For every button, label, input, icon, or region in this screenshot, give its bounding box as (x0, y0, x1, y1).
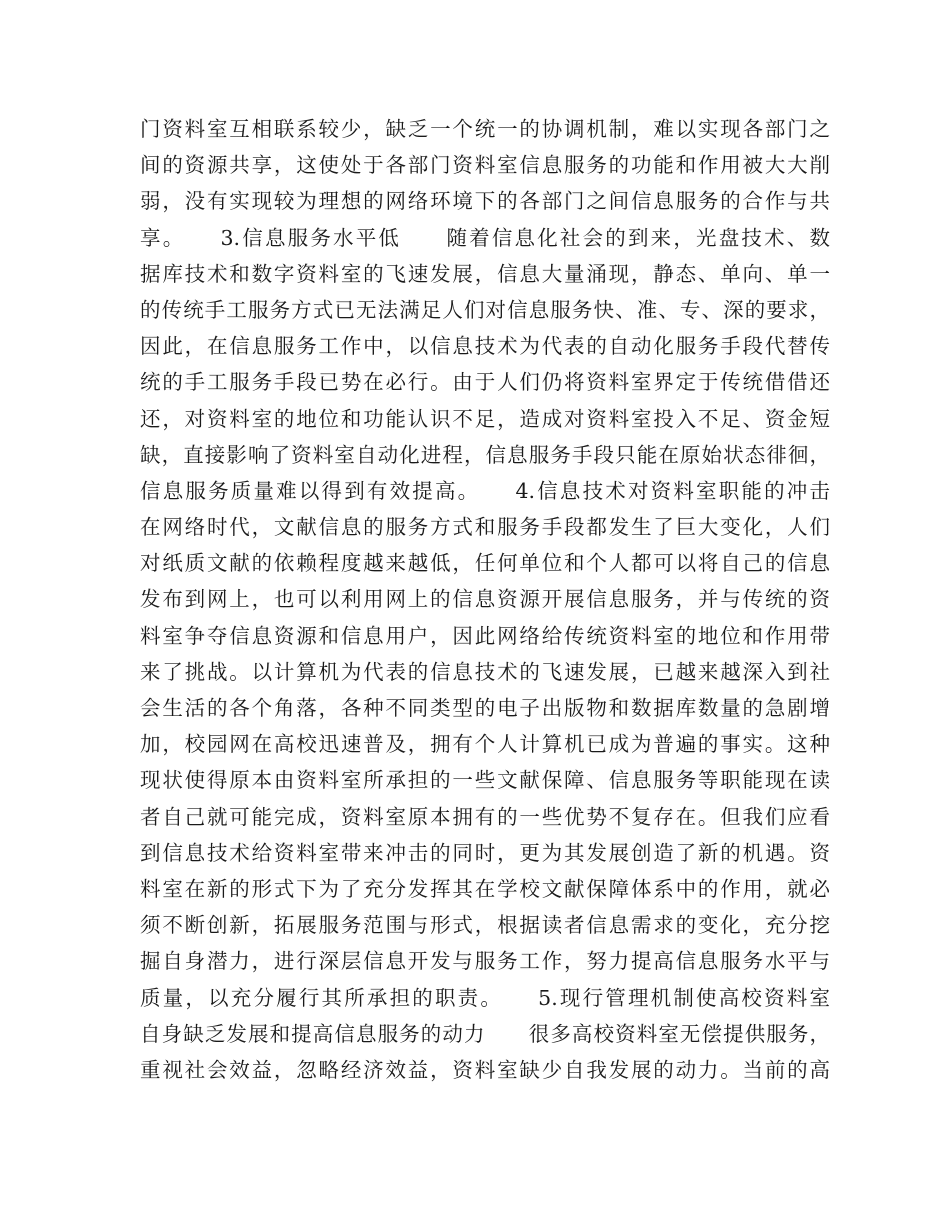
text-line: 还，对资料室的地位和功能认识不足，造成对资料室投入不足、资金短 (140, 406, 830, 431)
text-line: 在网络时代，文献信息的服务方式和服务手段都发生了巨大变化，人们 (140, 515, 830, 540)
text-line: 享。 3.信息服务水平低 随着信息化社会的到来，光盘技术、数 (140, 225, 830, 250)
text-line: 间的资源共享，这使处于各部门资料室信息服务的功能和作用被大大削 (140, 153, 830, 178)
text-line: 料室争夺信息资源和信息用户，因此网络给传统资料室的地位和作用带 (140, 623, 830, 648)
body-text (140, 111, 830, 1088)
text-line: 加，校园网在高校迅速普及，拥有个人计算机已成为普遍的事实。这种 (140, 732, 830, 757)
text-line: 料室在新的形式下为了充分发挥其在学校文献保障体系中的作用，就必 (140, 876, 830, 901)
text-line: 来了挑战。以计算机为代表的信息技术的飞速发展，已越来越深入到社 (140, 659, 830, 684)
text-line: 发布到网上，也可以利用网上的信息资源开展信息服务，并与传统的资 (140, 587, 830, 612)
text-line: 信息服务质量难以得到有效提高。 4.信息技术对资料室职能的冲击 (140, 478, 830, 503)
text-line: 掘自身潜力，进行深层信息开发与服务工作，努力提高信息服务水平与 (140, 949, 830, 974)
text-line: 须不断创新，拓展服务范围与形式，根据读者信息需求的变化，充分挖 (140, 913, 830, 938)
text-line: 质量，以充分履行其所承担的职责。 5.现行管理机制使高校资料室 (140, 985, 830, 1010)
text-line: 者自己就可能完成，资料室原本拥有的一些优势不复存在。但我们应看 (140, 804, 830, 829)
text-line: 现状使得原本由资料室所承担的一些文献保障、信息服务等职能现在读 (140, 768, 830, 793)
text-line: 缺，直接影响了资料室自动化进程，信息服务手段只能在原始状态徘徊， (140, 442, 830, 467)
text-line: 弱，没有实现较为理想的网络环境下的各部门之间信息服务的合作与共 (140, 189, 830, 214)
text-line: 自身缺乏发展和提高信息服务的动力 很多高校资料室无偿提供服务， (140, 1021, 830, 1046)
text-line: 统的手工服务手段已势在必行。由于人们仍将资料室界定于传统借借还 (140, 370, 830, 395)
text-line: 会生活的各个角落，各种不同类型的电子出版物和数据库数量的急剧增 (140, 696, 830, 720)
text-line: 到信息技术给资料室带来冲击的同时，更为其发展创造了新的机遇。资 (140, 840, 830, 865)
text-line: 的传统手工服务方式已无法满足人们对信息服务快、准、专、深的要求， (140, 297, 830, 322)
text-line: 因此，在信息服务工作中，以信息技术为代表的自动化服务手段代替传 (140, 334, 830, 359)
text-line: 门资料室互相联系较少，缺乏一个统一的协调机制，难以实现各部门之 (140, 117, 830, 141)
text-line: 重视社会效益，忽略经济效益，资料室缺少自我发展的动力。当前的高 (140, 1057, 830, 1082)
text-line: 据库技术和数字资料室的飞速发展，信息大量涌现，静态、单向、单一 (140, 261, 830, 286)
text-line: 对纸质文献的依赖程度越来越低，任何单位和个人都可以将自己的信息 (140, 551, 830, 576)
